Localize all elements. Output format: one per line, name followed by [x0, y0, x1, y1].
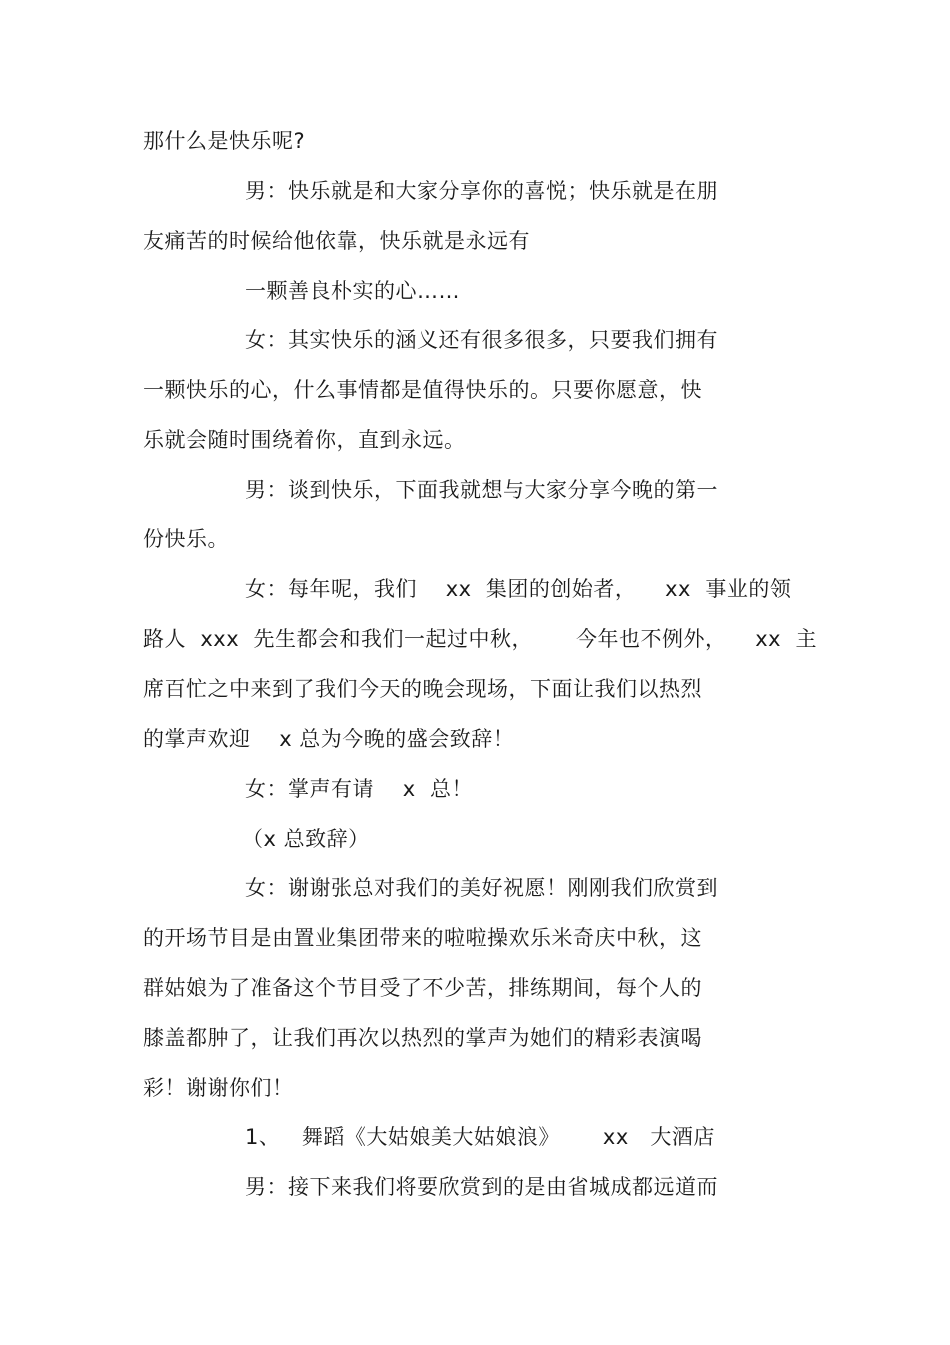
text-line: 1、 舞蹈《大姑娘美大姑娘浪》 xx 大酒店	[245, 1125, 715, 1149]
text-line: 友痛苦的时候给他依靠，快乐就是永远有	[143, 229, 530, 253]
text-line: 份快乐。	[143, 527, 229, 551]
text-line: 男：快乐就是和大家分享你的喜悦；快乐就是在朋	[245, 179, 718, 203]
text-line: 群姑娘为了准备这个节目受了不少苦，排练期间，每个人的	[143, 976, 702, 1000]
text-line: 席百忙之中来到了我们今天的晚会现场，下面让我们以热烈	[143, 677, 702, 701]
text-line: 路人 xxx 先生都会和我们一起过中秋， 今年也不例外， xx 主	[143, 627, 817, 651]
text-line: 女：其实快乐的涵义还有很多很多，只要我们拥有	[245, 328, 718, 352]
text-line: 乐就会随时围绕着你，直到永远。	[143, 428, 466, 452]
text-line: 膝盖都肿了，让我们再次以热烈的掌声为她们的精彩表演喝	[143, 1026, 702, 1050]
text-line: 男：谈到快乐，下面我就想与大家分享今晚的第一	[245, 478, 718, 502]
text-line: 一颗善良朴实的心……	[245, 279, 460, 303]
text-line: 的开场节目是由置业集团带来的啦啦操欢乐米奇庆中秋，这	[143, 926, 702, 950]
text-line: 彩！谢谢你们！	[143, 1076, 294, 1100]
text-line: 女：谢谢张总对我们的美好祝愿！刚刚我们欣赏到	[245, 876, 718, 900]
text-line: 女：掌声有请 x 总！	[245, 777, 473, 801]
text-line: （x 总致辞）	[242, 827, 370, 851]
text-line: 的掌声欢迎 x 总为今晚的盛会致辞！	[143, 727, 515, 751]
text-line: 那什么是快乐呢?	[143, 129, 306, 153]
text-line: 女：每年呢，我们 xx 集团的创始者， xx 事业的领	[245, 577, 792, 601]
text-line: 一颗快乐的心，什么事情都是值得快乐的。只要你愿意，快	[143, 378, 702, 402]
text-line: 男：接下来我们将要欣赏到的是由省城成都远道而	[245, 1175, 718, 1199]
